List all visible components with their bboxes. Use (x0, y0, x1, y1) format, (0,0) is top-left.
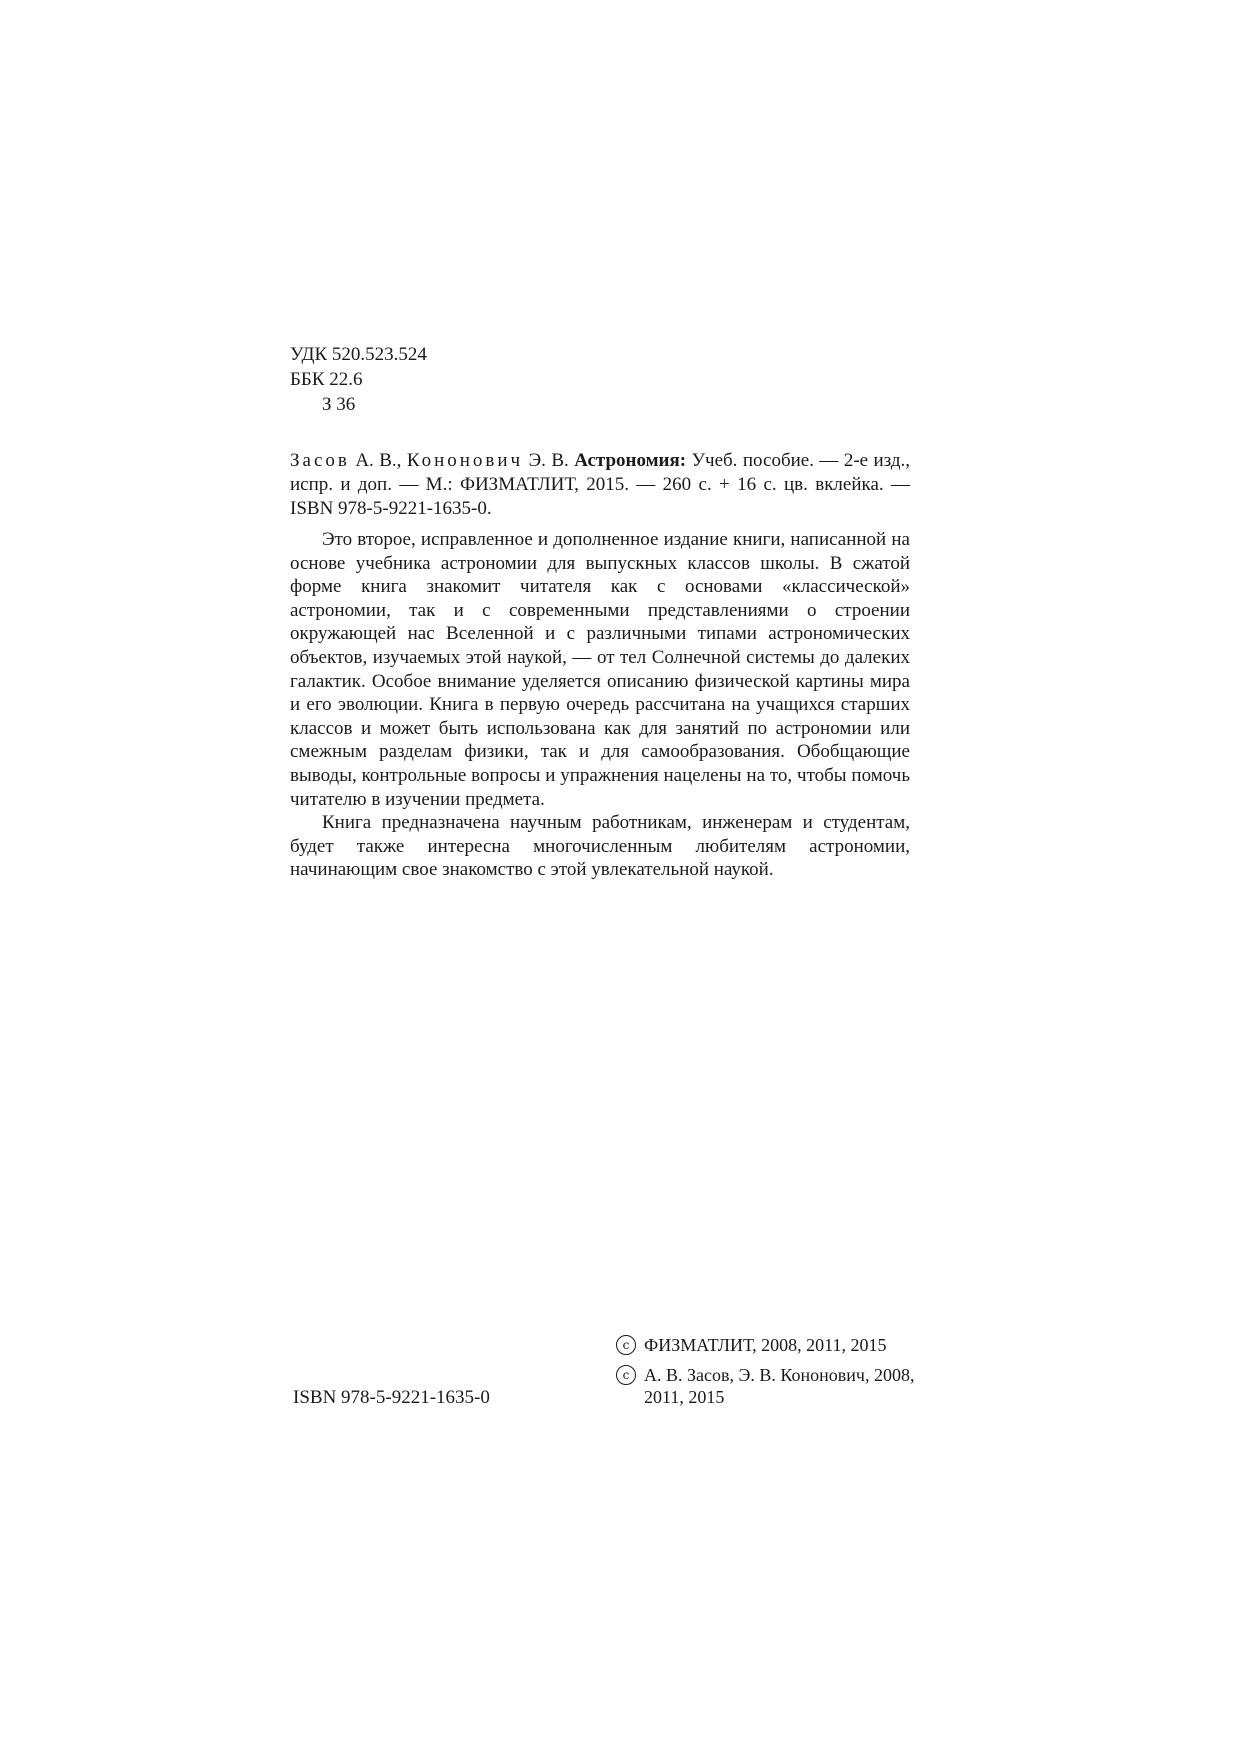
copyright-icon (616, 1365, 636, 1385)
abstract (290, 528, 910, 882)
classification-codes (290, 342, 427, 417)
author-2: Кононович (406, 450, 524, 471)
author-1-initials: А. В., (355, 450, 402, 471)
bibliographic-details: Учеб. пособие. — 2-е изд., испр. и доп. — М.: ФИЗМАТЛИТ, 2015. — 260 с. + 16 с. цв. вклейка. — ISBN 978-5-9221-1635-0. (290, 450, 911, 519)
author-mark: З 36 (322, 394, 356, 415)
copyright-publisher-text: ФИЗМАТЛИТ, 2008, 2011, 2015 (644, 1335, 887, 1355)
copyright-authors (616, 1364, 936, 1408)
copyright-icon (616, 1335, 636, 1355)
author-1: Засов (290, 450, 350, 471)
copyright-block (616, 1334, 936, 1416)
isbn: ISBN 978-5-9221-1635-0 (293, 1387, 490, 1408)
author-2-initials: Э. В. (528, 450, 569, 471)
bibliographic-record (290, 449, 910, 521)
copyright-authors-text: А. В. Засов, Э. В. Кононович, 2008, 2011, 2015 (644, 1365, 915, 1407)
abstract-paragraph-2: Книга предназначена научным работникам, инженерам и студентам, будет также интересна многочисленным любителям астрономии, начинающим свое знакомство с этой увлекательной наукой. (290, 812, 910, 881)
bbk-code: ББК 22.6 (290, 369, 363, 390)
udc-code: УДК 520.523.524 (290, 344, 427, 365)
book-title: Астрономия: (574, 450, 687, 471)
copyright-publisher (616, 1334, 936, 1356)
abstract-paragraph-1: Это второе, исправленное и дополненное издание книги, написанной на основе учебника астрономии для выпускных классов школы. В сжатой форме книга знакомит читателя как с основами «классической» астрономии, так и с современными представлениями о строении окружающей нас Вселенной и с различными типами астрономических объектов, изучаемых этой наукой, — от тел Солнечной системы до далеких галактик. Особое внимание уделяется описанию физической картины мира и его эволюции. Книга в первую очередь рассчитана на учащихся старших классов и может быть использована как для занятий по астрономии или смежным разделам физики, так и для самообразования. Обобщающие выводы, контрольные вопросы и упражнения нацелены на то, чтобы помочь читателю в изучении предмета. (290, 529, 910, 810)
